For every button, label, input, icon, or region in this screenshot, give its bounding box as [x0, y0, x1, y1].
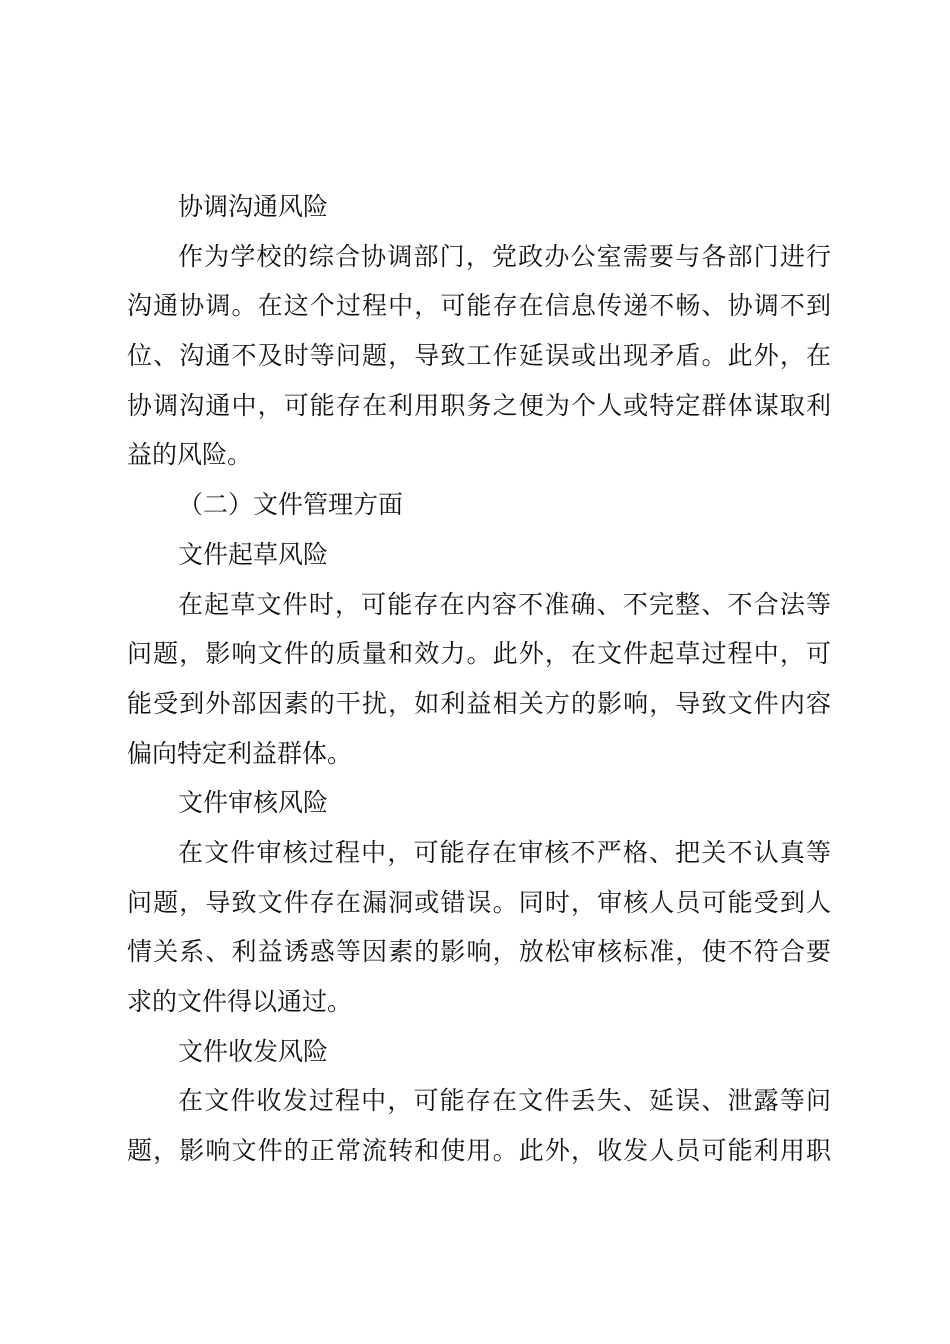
section-heading-review-risk: 文件审核风险 — [178, 788, 329, 818]
section-heading-coordination-risk: 协调沟通风险 — [178, 192, 329, 221]
paragraph-line: 在文件审核过程中，可能存在审核不严格、把关不认真等 — [178, 837, 831, 867]
section-heading-drafting-risk: 文件起草风险 — [178, 539, 329, 569]
paragraph-line: 问题，导致文件存在漏洞或错误。同时，审核人员可能受到人 — [127, 887, 831, 917]
paragraph-line: 能受到外部因素的干扰，如利益相关方的影响，导致文件内容 — [127, 688, 831, 718]
section-heading-distribution-risk: 文件收发风险 — [178, 1036, 329, 1066]
document-body — [127, 182, 831, 1176]
paragraph-line: 在文件收发过程中，可能存在文件丢失、延误、泄露等问 — [178, 1086, 831, 1116]
paragraph-line: 情关系、利益诱惑等因素的影响，放松审核标准，使不符合要 — [127, 937, 831, 967]
paragraph-line: 求的文件得以通过。 — [127, 987, 353, 1016]
paragraph-line: 问题，影响文件的质量和效力。此外，在文件起草过程中，可 — [127, 639, 831, 669]
paragraph-line: 协调沟通中，可能存在利用职务之便为个人或特定群体谋取利 — [127, 390, 831, 420]
paragraph-line: 作为学校的综合协调部门，党政办公室需要与各部门进行 — [178, 241, 831, 271]
paragraph-line: 位、沟通不及时等问题，导致工作延误或出现矛盾。此外，在 — [127, 341, 831, 371]
paragraph-line: 在起草文件时，可能存在内容不准确、不完整、不合法等 — [178, 589, 831, 619]
section-heading-file-management: （二）文件管理方面 — [178, 490, 404, 520]
paragraph-line: 偏向特定利益群体。 — [127, 738, 353, 768]
paragraph-line: 益的风险。 — [127, 440, 253, 470]
paragraph-line: 沟通协调。在这个过程中，可能存在信息传递不畅、协调不到 — [127, 291, 831, 321]
paragraph-line: 题，影响文件的正常流转和使用。此外，收发人员可能利用职 — [127, 1136, 831, 1166]
